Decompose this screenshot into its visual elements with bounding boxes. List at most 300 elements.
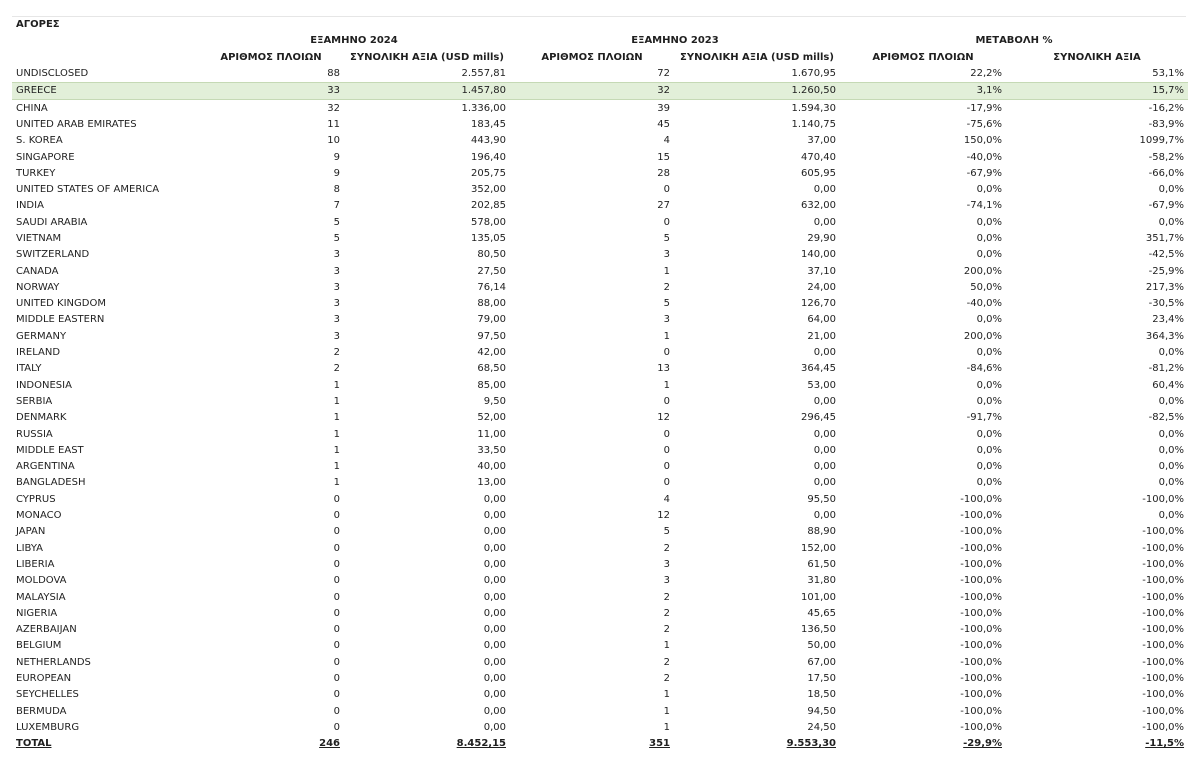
- cell-value-2023: 45,65: [807, 607, 836, 619]
- cell-ships-2024: 5: [333, 233, 340, 244]
- cell-country: LIBYA: [16, 542, 44, 554]
- cell-value-change: 0,0%: [1158, 477, 1185, 489]
- cell-ships-change: -100,0%: [960, 558, 1002, 570]
- cell-ships-2023: 0: [663, 428, 670, 440]
- col-header-ships-change: ΑΡΙΘΜΟΣ ΠΛΟΙΩΝ: [872, 51, 974, 63]
- table-row: [12, 66, 1188, 83]
- cell-ships-change: -100,0%: [960, 591, 1002, 603]
- cell-ships-2023: 2: [663, 542, 670, 554]
- cell-country: TURKEY: [16, 167, 56, 179]
- cell-ships-2024: 11: [327, 118, 340, 130]
- cell-ships-change: 200,0%: [963, 330, 1002, 342]
- table-row: [12, 622, 1188, 638]
- cell-ships-change: -40,0%: [966, 151, 1002, 163]
- cell-value-change: -100,0%: [1142, 575, 1185, 587]
- cell-ships-change: -100,0%: [960, 607, 1002, 619]
- cell-country: NETHERLANDS: [16, 656, 91, 668]
- table-row: [12, 655, 1188, 671]
- cell-value-2024: 80,50: [477, 249, 506, 261]
- cell-value-2024: 352,00: [471, 184, 506, 196]
- cell-ships-change: 0,0%: [976, 249, 1002, 261]
- table-row: [12, 182, 1188, 198]
- cell-value-change: -100,0%: [1142, 591, 1185, 603]
- table-row: [12, 671, 1188, 687]
- cell-ships-change: 3,1%: [840, 83, 1006, 100]
- table-row: [12, 524, 1188, 540]
- cell-ships-2024: 1: [333, 477, 340, 489]
- group-header-2024: ΕΞΑΜΗΝΟ 2024: [310, 35, 398, 47]
- cell-value-2023: 1.594,30: [791, 102, 836, 114]
- cell-value-2023: 31,80: [807, 575, 836, 587]
- cell-ships-2023: 5: [663, 526, 670, 538]
- table-row: [12, 231, 1188, 247]
- cell-ships-2023: 3: [663, 575, 670, 587]
- cell-value-2023: 0,00: [813, 477, 836, 489]
- cell-value-change: 0,0%: [1158, 428, 1185, 440]
- table-row: [12, 117, 1188, 133]
- cell-ships-2024: 3: [333, 298, 340, 310]
- cell-value-change: -100,0%: [1142, 558, 1185, 570]
- cell-value-2023: 18,50: [807, 689, 836, 701]
- cell-ships-2023: 2: [663, 656, 670, 668]
- cell-ships-2024: 1: [333, 428, 340, 440]
- cell-ships-change: -100,0%: [960, 640, 1002, 652]
- table-row: [12, 687, 1188, 703]
- cell-value-2023: 152,00: [801, 542, 836, 554]
- table-row: [12, 378, 1188, 394]
- cell-value-change: -67,9%: [1148, 200, 1185, 212]
- cell-value-2023: 53,00: [807, 379, 836, 391]
- table-row: [12, 198, 1188, 214]
- cell-ships-2024: 1: [333, 412, 340, 424]
- cell-ships-2023: 0: [663, 216, 670, 228]
- cell-ships-2024: 9: [333, 167, 340, 179]
- cell-value-2023: 21,00: [807, 330, 836, 342]
- cell-value-change: 0,0%: [1158, 444, 1185, 456]
- table-row: [12, 541, 1188, 557]
- cell-value-2023: 64,00: [807, 314, 836, 326]
- cell-country: ITALY: [16, 363, 42, 375]
- cell-value-2023: 0,00: [813, 347, 836, 359]
- cell-country: SINGAPORE: [16, 151, 75, 163]
- cell-value-2024: 0,00: [483, 656, 506, 668]
- cell-value-2023: 24,00: [807, 281, 836, 293]
- cell-value-2024: 88,00: [477, 298, 506, 310]
- cell-value-change: 217,3%: [1145, 281, 1185, 293]
- cell-ships-2023: 2: [663, 281, 670, 293]
- table-row: [12, 149, 1188, 165]
- cell-ships-change: -100,0%: [960, 542, 1002, 554]
- cell-value-2024: 8.452,15: [456, 738, 506, 750]
- cell-value-2024: 52,00: [477, 412, 506, 424]
- cell-ships-2023: 5: [663, 233, 670, 244]
- cell-ships-change: 0,0%: [976, 233, 1002, 244]
- cell-ships-2024: 0: [333, 624, 340, 636]
- cell-ships-change: -40,0%: [966, 298, 1002, 310]
- cell-ships-2023: 15: [657, 151, 670, 163]
- cell-value-2023: 29,90: [807, 233, 836, 244]
- cell-country: NORWAY: [16, 281, 60, 293]
- cell-ships-change: -100,0%: [960, 575, 1002, 587]
- cell-value-change: -30,5%: [1148, 298, 1185, 310]
- cell-country: MALAYSIA: [16, 591, 66, 603]
- cell-value-change: -83,9%: [1148, 118, 1185, 130]
- table-row: [12, 492, 1188, 508]
- cell-value-2024: 13,00: [477, 477, 506, 489]
- cell-ships-2024: 3: [333, 330, 340, 342]
- cell-value-2024: 9,50: [483, 395, 506, 407]
- table-row: [12, 329, 1188, 345]
- cell-country: AZERBAIJAN: [16, 624, 77, 636]
- cell-value-change: -100,0%: [1142, 689, 1185, 701]
- cell-ships-2024: 33: [198, 83, 344, 100]
- cell-country: DENMARK: [16, 412, 67, 424]
- cell-value-2024: 40,00: [477, 461, 506, 473]
- table-row: [12, 247, 1188, 263]
- cell-value-2023: 0,00: [813, 461, 836, 473]
- cell-ships-change: -100,0%: [960, 510, 1002, 522]
- cell-value-2023: 0,00: [813, 216, 836, 228]
- cell-value-2024: 97,50: [477, 330, 506, 342]
- cell-value-2024: 196,40: [471, 151, 506, 163]
- cell-value-2023: 605,95: [801, 167, 836, 179]
- table-row: [12, 459, 1188, 475]
- cell-value-2024: 0,00: [483, 591, 506, 603]
- cell-ships-2024: 0: [333, 542, 340, 554]
- cell-value-2023: 101,00: [801, 591, 836, 603]
- cell-country: JAPAN: [16, 526, 46, 538]
- cell-ships-2023: 4: [663, 135, 670, 147]
- col-header-value-2024: ΣΥΝΟΛΙΚΗ ΑΞΙΑ (USD mills): [350, 51, 504, 63]
- cell-value-2024: 1.336,00: [461, 102, 506, 114]
- table-row: [12, 83, 1188, 100]
- cell-ships-2024: 0: [333, 673, 340, 685]
- cell-ships-2023: 1: [663, 265, 670, 277]
- cell-ships-2024: 0: [333, 689, 340, 701]
- cell-ships-change: 0,0%: [976, 379, 1002, 391]
- table-row: [12, 589, 1188, 605]
- cell-value-change: -100,0%: [1142, 542, 1185, 554]
- cell-ships-2024: 2: [333, 347, 340, 359]
- cell-ships-change: -100,0%: [960, 705, 1002, 717]
- cell-ships-change: 50,0%: [970, 281, 1002, 293]
- cell-ships-2024: 2: [333, 363, 340, 375]
- cell-value-change: 0,0%: [1158, 216, 1185, 228]
- cell-value-change: 0,0%: [1158, 184, 1185, 196]
- cell-value-change: -82,5%: [1148, 412, 1185, 424]
- cell-country: BERMUDA: [16, 705, 67, 717]
- cell-ships-2023: 3: [663, 558, 670, 570]
- cell-ships-2024: 0: [333, 607, 340, 619]
- cell-ships-change: 0,0%: [976, 428, 1002, 440]
- cell-ships-change: -100,0%: [960, 689, 1002, 701]
- table-row: [12, 426, 1188, 442]
- cell-ships-change: -84,6%: [966, 363, 1002, 375]
- cell-value-2024: 202,85: [471, 200, 506, 212]
- cell-ships-2023: 0: [663, 477, 670, 489]
- cell-ships-2023: 0: [663, 347, 670, 359]
- col-header-ships-2023: ΑΡΙΘΜΟΣ ΠΛΟΙΩΝ: [541, 51, 643, 63]
- cell-ships-2023: 13: [657, 363, 670, 375]
- markets-table: [12, 17, 1188, 752]
- cell-ships-2024: 7: [333, 200, 340, 212]
- table-row: [12, 215, 1188, 231]
- cell-country: GERMANY: [16, 330, 67, 342]
- cell-ships-change: 0,0%: [976, 477, 1002, 489]
- cell-ships-2023: 4: [663, 493, 670, 505]
- cell-value-2024: 0,00: [483, 624, 506, 636]
- cell-value-2023: 9.553,30: [786, 738, 836, 750]
- cell-ships-2023: 351: [649, 738, 670, 750]
- cell-value-2023: 61,50: [807, 558, 836, 570]
- cell-country: MIDDLE EASTERN: [16, 314, 105, 326]
- cell-ships-2024: 0: [333, 721, 340, 733]
- cell-value-change: -100,0%: [1142, 705, 1185, 717]
- table-row: [12, 410, 1188, 426]
- cell-ships-2024: 0: [333, 656, 340, 668]
- cell-value-2024: 2.557,81: [461, 68, 506, 80]
- cell-value-2024: 0,00: [483, 640, 506, 652]
- cell-value-change: -100,0%: [1142, 673, 1185, 685]
- cell-country: INDONESIA: [16, 379, 72, 391]
- cell-value-change: 23,4%: [1152, 314, 1185, 326]
- table-row: [12, 166, 1188, 182]
- cell-ships-2023: 3: [663, 249, 670, 261]
- cell-value-2024: 0,00: [483, 493, 506, 505]
- table-row: [12, 720, 1188, 736]
- cell-country: UNITED STATES OF AMERICA: [16, 184, 160, 196]
- cell-ships-2023: 5: [663, 298, 670, 310]
- table-row: [12, 638, 1188, 654]
- cell-value-change: 364,3%: [1145, 330, 1185, 342]
- cell-ships-2024: 0: [333, 493, 340, 505]
- cell-ships-2023: 28: [657, 167, 670, 179]
- cell-ships-2023: 1: [663, 689, 670, 701]
- cell-value-2023: 37,00: [807, 135, 836, 147]
- cell-value-2024: 0,00: [483, 689, 506, 701]
- cell-value-2024: 85,00: [477, 379, 506, 391]
- table-row: [12, 703, 1188, 719]
- cell-value-2024: 205,75: [471, 167, 506, 179]
- cell-value-2023: 1.140,75: [791, 118, 836, 130]
- cell-country: INDIA: [16, 200, 44, 212]
- cell-value-change: -100,0%: [1142, 640, 1185, 652]
- cell-value-2023: 0,00: [813, 184, 836, 196]
- cell-country: LIBERIA: [16, 558, 55, 570]
- cell-country: MOLDOVA: [16, 575, 67, 587]
- cell-ships-2024: 88: [327, 68, 340, 80]
- cell-ships-2023: 0: [663, 184, 670, 196]
- cell-value-change: 0,0%: [1158, 461, 1185, 473]
- cell-ships-2023: 1: [663, 640, 670, 652]
- cell-ships-2023: 2: [663, 607, 670, 619]
- cell-ships-change: -74,1%: [966, 200, 1002, 212]
- cell-value-2024: 42,00: [477, 347, 506, 359]
- cell-country: SEYCHELLES: [16, 689, 79, 701]
- cell-ships-change: 0,0%: [976, 347, 1002, 359]
- cell-ships-change: 0,0%: [976, 395, 1002, 407]
- cell-value-2024: 183,45: [471, 118, 506, 130]
- cell-ships-2024: 3: [333, 281, 340, 293]
- cell-country: UNITED KINGDOM: [16, 298, 106, 310]
- cell-country: BELGIUM: [16, 640, 62, 652]
- cell-value-2024: 0,00: [483, 673, 506, 685]
- cell-ships-2023: 12: [657, 412, 670, 424]
- sub-header-row: [12, 50, 1188, 66]
- cell-value-2024: 27,50: [477, 265, 506, 277]
- cell-ships-2023: 2: [663, 624, 670, 636]
- cell-ships-2023: 1: [663, 705, 670, 717]
- cell-ships-2024: 0: [333, 591, 340, 603]
- cell-ships-2024: 5: [333, 216, 340, 228]
- cell-ships-2024: 1: [333, 379, 340, 391]
- cell-value-change: -58,2%: [1148, 151, 1185, 163]
- cell-value-2023: 0,00: [813, 444, 836, 456]
- cell-country: SAUDI ARABIA: [16, 216, 88, 228]
- cell-country: LUXEMBURG: [16, 721, 80, 733]
- table-row: [12, 573, 1188, 589]
- total-row: [12, 736, 1188, 752]
- group-header-row: [12, 33, 1188, 49]
- cell-value-change: -100,0%: [1142, 721, 1185, 733]
- cell-value-2024: 0,00: [483, 510, 506, 522]
- cell-value-2024: 0,00: [483, 575, 506, 587]
- cell-ships-change: -100,0%: [960, 493, 1002, 505]
- table-row: [12, 394, 1188, 410]
- cell-value-change: 0,0%: [1158, 510, 1185, 522]
- col-header-value-2023: ΣΥΝΟΛΙΚΗ ΑΞΙΑ (USD mills): [680, 51, 834, 63]
- cell-ships-change: 0,0%: [976, 461, 1002, 473]
- cell-value-change: -25,9%: [1148, 265, 1185, 277]
- cell-ships-2024: 1: [333, 444, 340, 456]
- group-header-2023: ΕΞΑΜΗΝΟ 2023: [631, 35, 719, 47]
- cell-ships-2024: 10: [327, 135, 340, 147]
- cell-ships-change: -91,7%: [966, 412, 1002, 424]
- cell-ships-2024: 1: [333, 461, 340, 473]
- cell-ships-2023: 1: [663, 721, 670, 733]
- cell-country: S. KOREA: [16, 135, 63, 147]
- cell-value-2024: 135,05: [471, 233, 506, 244]
- cell-ships-2024: 0: [333, 526, 340, 538]
- cell-ships-2024: 0: [333, 558, 340, 570]
- cell-value-2024: 1.457,80: [344, 83, 510, 100]
- cell-country: IRELAND: [16, 347, 61, 359]
- cell-ships-2023: 45: [657, 118, 670, 130]
- cell-value-2024: 68,50: [477, 363, 506, 375]
- cell-value-change: 0,0%: [1158, 347, 1185, 359]
- cell-value-change: 1099,7%: [1139, 135, 1185, 147]
- cell-ships-2024: 0: [333, 705, 340, 717]
- cell-ships-2024: 3: [333, 265, 340, 277]
- cell-value-2023: 1.260,50: [674, 83, 840, 100]
- cell-value-2024: 33,50: [477, 444, 506, 456]
- cell-value-2024: 578,00: [471, 216, 506, 228]
- table-row: [12, 361, 1188, 377]
- table-row: [12, 557, 1188, 573]
- cell-ships-change: -29,9%: [963, 738, 1002, 750]
- cell-ships-change: 22,2%: [970, 68, 1002, 80]
- cell-ships-change: 0,0%: [976, 216, 1002, 228]
- table-body: [12, 66, 1188, 752]
- table-row: [12, 296, 1188, 312]
- cell-ships-2024: 8: [333, 184, 340, 196]
- cell-ships-change: -100,0%: [960, 624, 1002, 636]
- cell-value-2024: 0,00: [483, 542, 506, 554]
- cell-value-2024: 0,00: [483, 705, 506, 717]
- cell-ships-2023: 27: [657, 200, 670, 212]
- cell-ships-2023: 39: [657, 102, 670, 114]
- cell-value-2024: 0,00: [483, 607, 506, 619]
- cell-value-change: -42,5%: [1148, 249, 1185, 261]
- cell-ships-change: 0,0%: [976, 184, 1002, 196]
- cell-ships-2024: 0: [333, 510, 340, 522]
- cell-value-change: 15,7%: [1006, 83, 1188, 100]
- table-row: [12, 606, 1188, 622]
- cell-ships-2023: 0: [663, 461, 670, 473]
- cell-country: SERBIA: [16, 395, 53, 407]
- cell-value-change: -100,0%: [1142, 624, 1185, 636]
- cell-country: EUROPEAN: [16, 673, 72, 685]
- cell-country: UNITED ARAB EMIRATES: [16, 118, 137, 130]
- cell-country: RUSSIA: [16, 428, 53, 440]
- cell-value-2023: 136,50: [801, 624, 836, 636]
- cell-ships-2023: 32: [510, 83, 674, 100]
- cell-country: BANGLADESH: [16, 477, 86, 489]
- cell-ships-change: -100,0%: [960, 721, 1002, 733]
- cell-ships-2024: 246: [319, 738, 340, 750]
- cell-ships-2023: 1: [663, 330, 670, 342]
- table-row: [12, 133, 1188, 149]
- cell-value-2024: 0,00: [483, 558, 506, 570]
- cell-value-2023: 1.670,95: [791, 68, 836, 80]
- cell-ships-2023: 2: [663, 673, 670, 685]
- title-row: [12, 17, 1188, 33]
- cell-ships-2024: 3: [333, 314, 340, 326]
- cell-ships-2024: 3: [333, 249, 340, 261]
- cell-ships-change: 0,0%: [976, 314, 1002, 326]
- cell-value-2023: 364,45: [801, 363, 836, 375]
- cell-value-2023: 470,40: [801, 151, 836, 163]
- cell-value-2023: 24,50: [807, 721, 836, 733]
- cell-ships-2024: 0: [333, 575, 340, 587]
- cell-ships-change: 150,0%: [963, 135, 1002, 147]
- cell-ships-change: -67,9%: [966, 167, 1002, 179]
- cell-value-2023: 632,00: [801, 200, 836, 212]
- cell-ships-change: -75,6%: [966, 118, 1002, 130]
- col-header-ships-2024: ΑΡΙΘΜΟΣ ΠΛΟΙΩΝ: [220, 51, 322, 63]
- cell-value-2024: 0,00: [483, 721, 506, 733]
- table-row: [12, 100, 1188, 117]
- cell-ships-change: 0,0%: [976, 444, 1002, 456]
- cell-ships-2023: 3: [663, 314, 670, 326]
- cell-country: VIETNAM: [16, 233, 62, 244]
- cell-ships-2024: 1: [333, 395, 340, 407]
- cell-value-change: 351,7%: [1145, 233, 1185, 244]
- cell-value-2024: 11,00: [477, 428, 506, 440]
- cell-value-2023: 17,50: [807, 673, 836, 685]
- cell-ships-change: -100,0%: [960, 673, 1002, 685]
- cell-value-change: -11,5%: [1145, 738, 1185, 750]
- cell-ships-change: -100,0%: [960, 526, 1002, 538]
- cell-country: MIDDLE EAST: [16, 444, 84, 456]
- cell-ships-change: -100,0%: [960, 656, 1002, 668]
- cell-value-2024: 76,14: [477, 281, 506, 293]
- cell-ships-2023: 2: [663, 591, 670, 603]
- cell-value-change: -100,0%: [1142, 526, 1185, 538]
- cell-value-2024: 0,00: [483, 526, 506, 538]
- cell-value-2023: 95,50: [807, 493, 836, 505]
- cell-country: NIGERIA: [16, 607, 58, 619]
